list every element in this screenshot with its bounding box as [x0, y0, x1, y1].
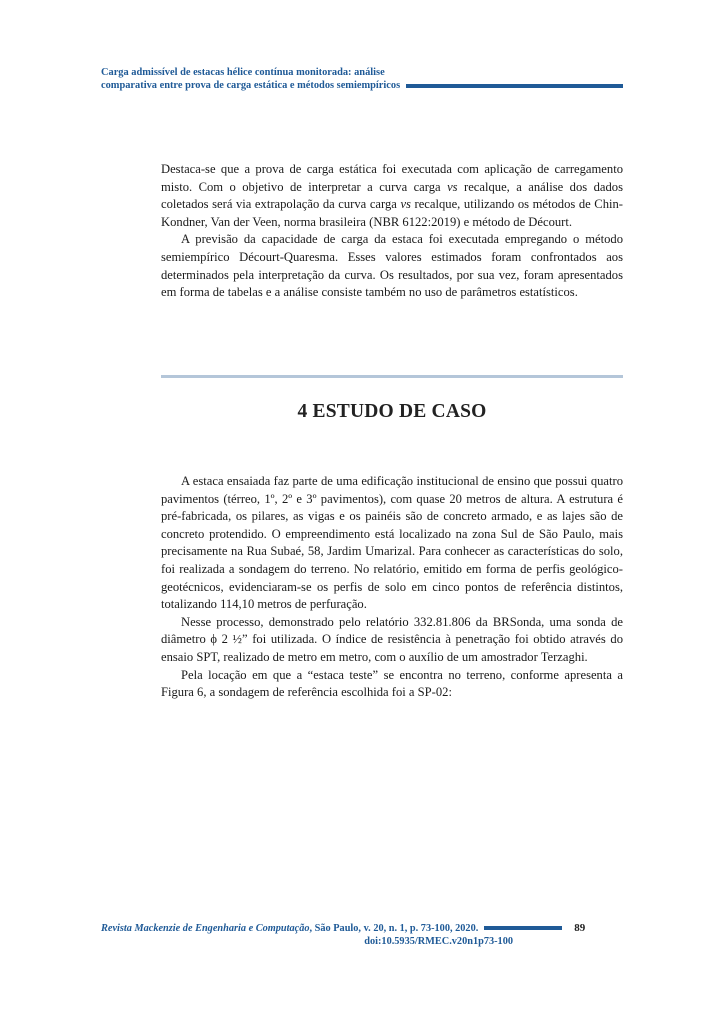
footer-citation-line — [101, 922, 631, 934]
intro-p1-text-c: recalque, utilizando os métodos de Chin-Kondner, Van der Veen, norma brasileira (NBR 6122:2019) e método de Décourt. — [161, 197, 623, 229]
intro-p1-text-a: Destaca-se que a prova de carga estática foi executada com aplicação de carregamento misto. Com o objetivo de interpretar a curva carga — [161, 162, 623, 194]
footer-doi: doi:10.5935/RMEC.v20n1p73-100 — [364, 936, 513, 947]
running-header-text-2: comparativa entre prova de carga estática e métodos semiempíricos — [101, 79, 401, 91]
intro-paragraph-1 — [161, 161, 623, 231]
section-title: 4 ESTUDO DE CASO — [297, 401, 487, 422]
case-study-paragraph-3: Pela locação em que a “estaca teste” se encontra no terreno, conforme apresenta a Figura 6, a sondagem de referência escolhida foi a SP-02: — [161, 667, 623, 700]
header-accent-bar — [406, 84, 623, 88]
intro-p1-text-b: recalque, a análise dos dados coletados será via extrapolação da curva carga — [161, 179, 623, 212]
footer-journal-name: Revista Mackenzie de Engenharia e Computação — [101, 922, 310, 934]
case-study-paragraph-1: A estaca ensaiada faz parte de uma edificação institucional de ensino que possui quatro pavimentos (térreo, 1º, 2º e 3º pavimentos), com quase 20 metros de altura. A estrutura é pré-fabricada, os pilares, as vigas e os painéis são de concreto armado, e as lajes são de concreto protendido. O empreendimento está localizado na zona Sul de São Paulo, mais precisamente na Rua Subaé, 58, Jardim Umarizal. Para conhecer as características do solo, foi realizada a sondagem do terreno. No relatório, emitido em forma de perfis geológico-geotécnicos, evidenciaram-se os perfis de solo em cinco pontos de referência distintos, totalizando 114,10 metros de perfuração. — [161, 474, 623, 612]
case-study-paragraph-2: Nesse processo, demonstrado pelo relatório 332.81.806 da BRSonda, uma sonda de diâmetro ϕ 2 ½” foi utilizada. O índice de resistência à penetração foi obtido através do ensaio SPT, realizado de metro em metro, com o auxílio de um amostrador Terzaghi. — [161, 614, 623, 664]
running-header-text-1: Carga admissível de estacas hélice contínua monitorada: análise — [101, 67, 385, 78]
footer-citation: , São Paulo, v. 20, n. 1, p. 73-100, 2020. — [309, 922, 479, 934]
intro-section — [161, 161, 623, 302]
intro-paragraph-2: A previsão da capacidade de carga da estaca foi executada empregando o método semiempírico Décourt-Quaresma. Esses valores estimados foram confrontados aos determinados pela interpretação da curva. Os resultados, por sua vez, foram apresentados em forma de tabelas e a análise consiste também no uso de parâmetros estatísticos. — [161, 232, 623, 300]
case-study-section — [161, 473, 623, 702]
intro-p1-vs-1: vs — [447, 179, 458, 194]
footer-accent-bar — [484, 926, 562, 930]
section-divider — [161, 375, 623, 378]
running-header-line-2 — [101, 80, 623, 93]
running-header-line-1 — [101, 67, 623, 80]
running-header — [101, 67, 623, 92]
intro-p1-vs-2: vs — [400, 197, 411, 212]
page-number: 89 — [574, 922, 586, 934]
